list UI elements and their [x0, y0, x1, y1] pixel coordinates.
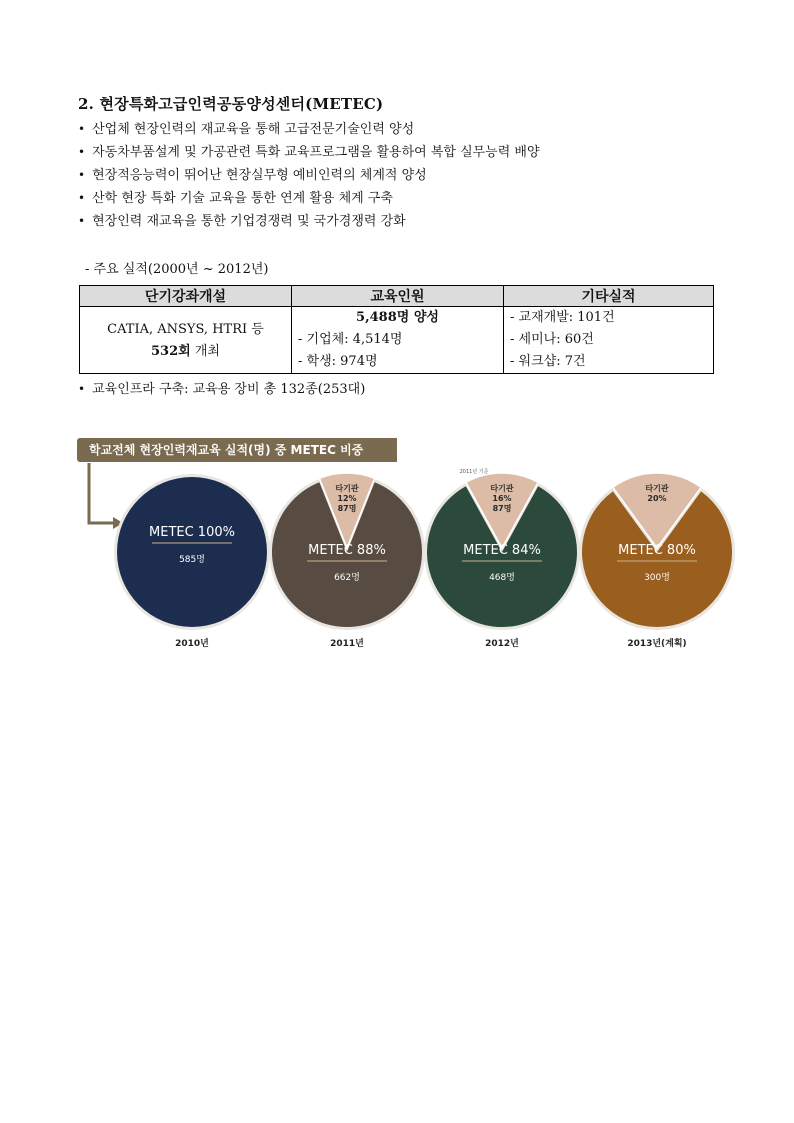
- year-label: 2010년: [175, 639, 209, 649]
- table-cell: [80, 307, 292, 374]
- course-list: CATIA, ANSYS, HTRI 등: [107, 322, 264, 337]
- chart-banner: 학교전체 현장인력재교육 실적(명) 중 METEC 비중: [77, 438, 397, 462]
- performance-subheading: - 주요 실적(2000년 ~ 2012년): [85, 262, 269, 277]
- metec-count-label: 300명: [644, 573, 670, 583]
- bullet-item: • 산학 현장 특화 기술 교육을 통한 연계 활용 체계 구축: [78, 187, 540, 210]
- bullet-item: • 산업체 현장인력의 재교육을 통해 고급전문기술인력 양성: [78, 118, 540, 141]
- other-seminar: - 세미나: 60건: [510, 332, 594, 347]
- metec-count-label: 468명: [489, 573, 515, 583]
- trainee-total: 5,488명 양성: [356, 310, 439, 325]
- bullet-item: • 현장적응능력이 뛰어난 현장실무형 예비인력의 체계적 양성: [78, 164, 540, 187]
- pie-slice-metec: [117, 477, 267, 627]
- infra-line: • 교육인프라 구축: 교육용 장비 총 132종(253대): [78, 378, 365, 397]
- table-cell: [292, 307, 504, 374]
- other-pct-label: 12%: [337, 494, 357, 503]
- year-label: 2013년(계획): [627, 639, 687, 649]
- course-count: 532회: [151, 344, 191, 359]
- other-count-label: 87명: [492, 504, 512, 513]
- metec-pct-label: METEC 84%: [463, 543, 541, 558]
- course-count-line: [80, 341, 291, 363]
- metec-share-chart: [77, 455, 717, 649]
- metec-count-label: 662명: [334, 573, 360, 583]
- year-label: 2012년: [485, 639, 519, 649]
- other-textbook: - 교재개발: 101건: [510, 310, 615, 325]
- arrow-connector: [89, 463, 113, 523]
- trainee-company: - 기업체: 4,514명: [298, 332, 403, 347]
- other-count-label: 87명: [337, 504, 357, 513]
- bullet-list: [78, 118, 540, 233]
- table-header-row: [80, 286, 714, 307]
- table-cell: [504, 307, 714, 374]
- other-pct-label: 16%: [492, 494, 512, 503]
- note-label: 2011년 기준: [459, 469, 489, 475]
- metec-count-label: 585명: [179, 555, 205, 565]
- metec-pct-label: METEC 80%: [618, 543, 696, 558]
- other-pct-label: 20%: [647, 494, 667, 503]
- section-heading: 2. 현장특화고급인력공동양성센터(METEC): [78, 95, 384, 113]
- metec-pct-label: METEC 88%: [308, 543, 386, 558]
- metec-pct-label: METEC 100%: [149, 525, 235, 540]
- other-workshop: - 워크샵: 7건: [510, 354, 586, 369]
- table-header-cell: 단기강좌개설: [80, 286, 292, 307]
- year-label: 2011년: [330, 639, 364, 649]
- performance-table: [79, 285, 714, 374]
- other-label: 타기관: [335, 484, 359, 493]
- trainee-student: - 학생: 974명: [298, 354, 378, 369]
- table-row: [80, 307, 714, 374]
- table-header-cell: 기타실적: [504, 286, 714, 307]
- other-label: 타기관: [645, 484, 669, 493]
- other-label: 타기관: [490, 484, 514, 493]
- bullet-item: • 현장인력 재교육을 통한 기업경쟁력 및 국가경쟁력 강화: [78, 210, 540, 233]
- course-count-suffix: 개최: [190, 344, 220, 359]
- table-header-cell: 교육인원: [292, 286, 504, 307]
- bullet-item: • 자동차부품설계 및 가공관련 특화 교육프로그램을 활용하여 복합 실무능력 배양: [78, 141, 540, 164]
